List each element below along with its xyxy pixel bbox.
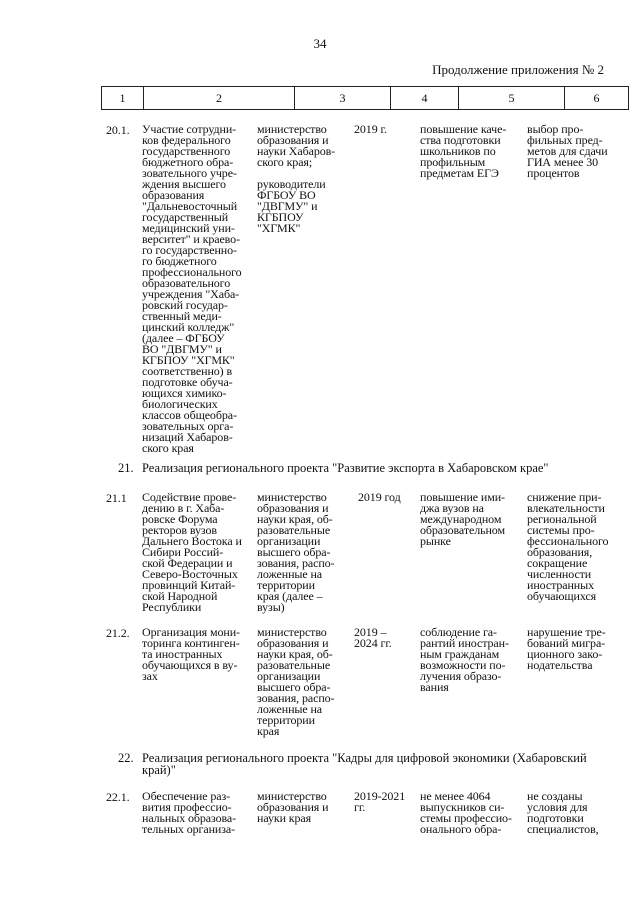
section-title: Реализация регионального проекта "Кадры для цифровой экономики (Хабаровский край)" bbox=[142, 751, 587, 777]
responsible-text: министерство образования и науки края, об- разовательные организации высшего обра- зования, распо- ложенные на территории края bbox=[257, 625, 335, 738]
term-text: 2019-2021 гг. bbox=[354, 789, 406, 814]
responsible-text: министерство образования и науки края, об- разовательные организации высшего обра- зования, распо- ложенные на территории края (далее – вузы) bbox=[257, 490, 335, 614]
risk-text: снижение при- влекательности региональной системы про- фессионального образования, сокращение численности иностранных обучающихся bbox=[527, 490, 609, 603]
section-number: 21. bbox=[118, 461, 134, 475]
page-number: 34 bbox=[313, 36, 327, 51]
activity-text: Обеспечение раз- вития профессио- нальных образова- тельных организа- bbox=[142, 789, 237, 836]
row-number: 22.1. bbox=[106, 790, 130, 804]
column-header-2: 2 bbox=[144, 87, 295, 110]
risk-text: не созданы условия для подготовки специалистов, bbox=[527, 789, 599, 836]
result-text: повышение каче- ства подготовки школьников по профильным предметам ЕГЭ bbox=[420, 122, 507, 180]
row-number: 21.2. bbox=[106, 626, 130, 640]
risk-text: выбор про- фильных пред- метов для сдачи ГИА менее 30 процентов bbox=[527, 122, 608, 180]
term-text: 2019 – 2024 гг. bbox=[354, 625, 392, 650]
result-text: соблюдение га- рантий иностран- ным гражданам возможности по- лучения образо- вания bbox=[420, 625, 509, 694]
section-title: Реализация регионального проекта "Развитие экспорта в Хабаровском крае" bbox=[142, 461, 549, 475]
column-header-3: 3 bbox=[295, 87, 391, 110]
term-text: 2019 год bbox=[358, 490, 401, 504]
column-header-5: 5 bbox=[459, 87, 565, 110]
result-text: не менее 4064 выпускников си- стемы профессио- онального обра- bbox=[420, 789, 512, 836]
activity-text: Содействие прове- дению в г. Хаба- ровске Форума ректоров вузов Дальнего Востока и Сибири Россий- ской Федерации и Северо-Восточных провинций Китай- ской Народной Республики bbox=[142, 490, 242, 614]
row-number: 21.1 bbox=[106, 491, 127, 505]
column-header-1: 1 bbox=[102, 87, 144, 110]
activity-text: Организация мони- торинга континген- та иностранных обучающихся в ву- зах bbox=[142, 625, 240, 683]
column-header-6: 6 bbox=[565, 87, 629, 110]
risk-text: нарушение тре- бований мигра- ционного зако- нодательства bbox=[527, 625, 606, 672]
responsible-text: министерство образования и науки края bbox=[257, 789, 329, 825]
result-text: повышение ими- джа вузов на международном образовательном рынке bbox=[420, 490, 505, 548]
column-number-header bbox=[101, 86, 629, 110]
activity-text: Участие сотрудни- ков федерального государственного бюджетного обра- зовательного учре- ждения высшего образования "Дальневосточный государственный медицинский уни- верситет" и краево- го государственно- го бюджетного профессионального образовательного учреждения "Хаба- ровский государ- ственный меди- цинский колледж" (далее – ФГБОУ ВО "ДВГМУ" и КГБПОУ "ХГМК" соответственно) в подготовке обуча- ющихся химико- биологических классов общеобра- зовательных орга- низаций Хабаров- ского края bbox=[142, 122, 242, 455]
term-text: 2019 г. bbox=[354, 122, 387, 136]
responsible-text: министерство образования и науки Хабаров- ского края; руководители ФГБОУ ВО "ДВГМУ" и КГБПОУ "ХГМК" bbox=[257, 122, 336, 235]
appendix-continuation-label: Продолжение приложения № 2 bbox=[432, 62, 604, 77]
row-number: 20.1. bbox=[106, 123, 130, 137]
section-number: 22. bbox=[118, 751, 134, 765]
column-header-4: 4 bbox=[391, 87, 459, 110]
